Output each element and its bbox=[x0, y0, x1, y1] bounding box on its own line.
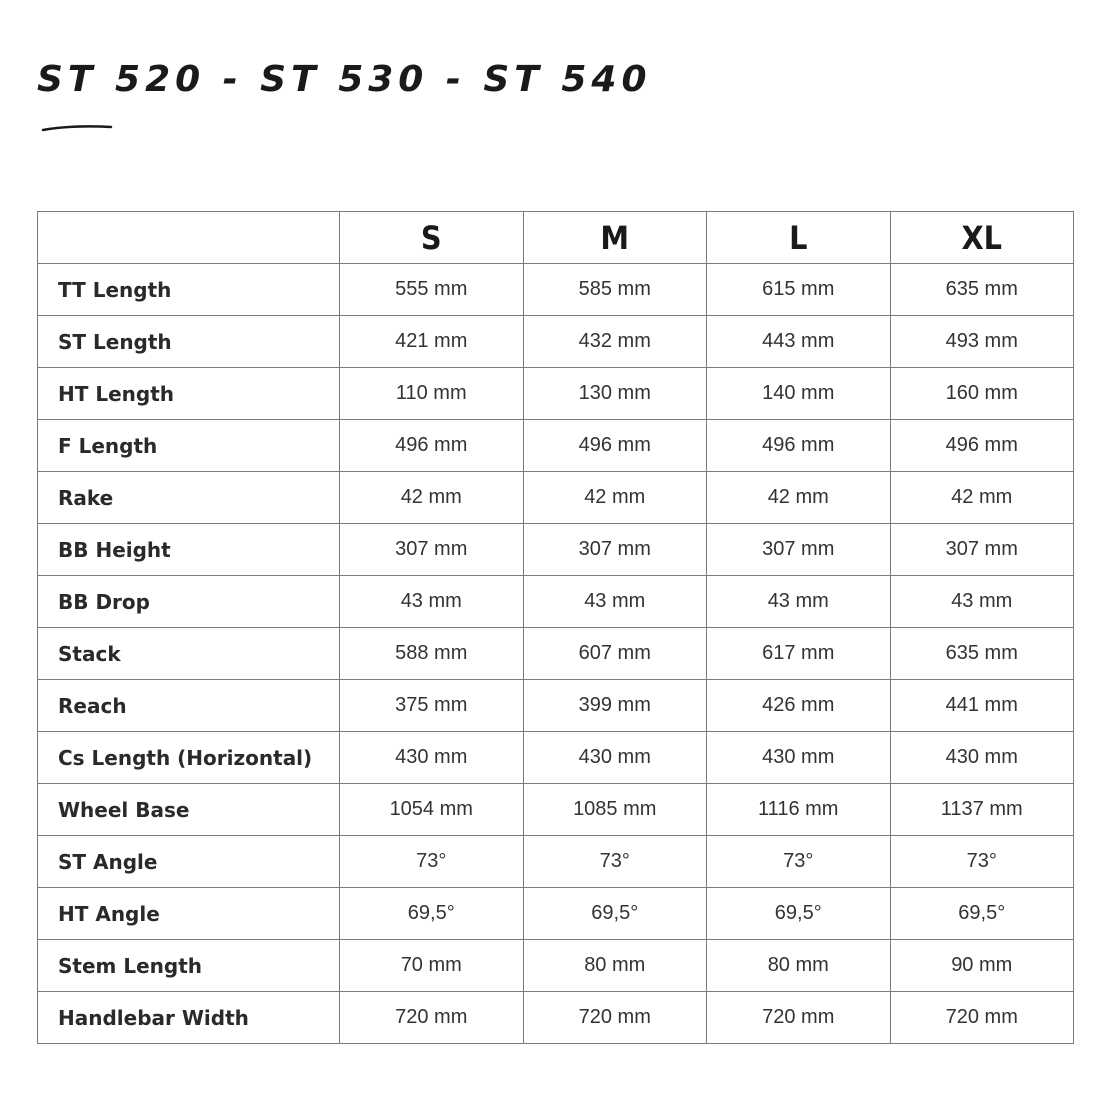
table-cell: 430 mm bbox=[523, 732, 707, 784]
table-cell: 42 mm bbox=[707, 472, 891, 524]
table-row bbox=[38, 732, 1074, 784]
row-label: HT Angle bbox=[38, 888, 340, 940]
table-cell: 90 mm bbox=[890, 940, 1074, 992]
table-cell: 496 mm bbox=[340, 420, 524, 472]
table-row bbox=[38, 524, 1074, 576]
row-label: Stem Length bbox=[38, 940, 340, 992]
table-cell: 496 mm bbox=[890, 420, 1074, 472]
table-row bbox=[38, 576, 1074, 628]
table-cell: 1085 mm bbox=[523, 784, 707, 836]
table-cell: 720 mm bbox=[340, 992, 524, 1044]
table-cell: 42 mm bbox=[890, 472, 1074, 524]
table-cell: 720 mm bbox=[523, 992, 707, 1044]
geometry-table bbox=[37, 211, 1074, 1044]
row-label: Reach bbox=[38, 680, 340, 732]
table-cell: 555 mm bbox=[340, 264, 524, 316]
table-row bbox=[38, 992, 1074, 1044]
table-row bbox=[38, 316, 1074, 368]
table-cell: 140 mm bbox=[707, 368, 891, 420]
table-cell: 635 mm bbox=[890, 628, 1074, 680]
table-cell: 307 mm bbox=[707, 524, 891, 576]
table-row bbox=[38, 264, 1074, 316]
table-cell: 1137 mm bbox=[890, 784, 1074, 836]
table-cell: 73° bbox=[523, 836, 707, 888]
table-row bbox=[38, 420, 1074, 472]
table-cell: 496 mm bbox=[707, 420, 891, 472]
table-cell: 42 mm bbox=[340, 472, 524, 524]
table-cell: 430 mm bbox=[340, 732, 524, 784]
page-title: ST 520 - ST 530 - ST 540 bbox=[37, 59, 652, 100]
table-cell: 493 mm bbox=[890, 316, 1074, 368]
table-cell: 43 mm bbox=[340, 576, 524, 628]
table-cell: 69,5° bbox=[340, 888, 524, 940]
table-cell: 588 mm bbox=[340, 628, 524, 680]
table-cell: 69,5° bbox=[523, 888, 707, 940]
table-cell: 80 mm bbox=[523, 940, 707, 992]
table-cell: 617 mm bbox=[707, 628, 891, 680]
table-cell: 43 mm bbox=[890, 576, 1074, 628]
table-cell: 1054 mm bbox=[340, 784, 524, 836]
header-cell-size-s: S bbox=[340, 212, 524, 264]
table-cell: 441 mm bbox=[890, 680, 1074, 732]
row-label: Stack bbox=[38, 628, 340, 680]
table-cell: 375 mm bbox=[340, 680, 524, 732]
table-cell: 607 mm bbox=[523, 628, 707, 680]
row-label: Rake bbox=[38, 472, 340, 524]
table-cell: 110 mm bbox=[340, 368, 524, 420]
table-cell: 720 mm bbox=[707, 992, 891, 1044]
table-cell: 430 mm bbox=[890, 732, 1074, 784]
header-row bbox=[38, 212, 1074, 264]
table-cell: 70 mm bbox=[340, 940, 524, 992]
row-label: F Length bbox=[38, 420, 340, 472]
row-label: Handlebar Width bbox=[38, 992, 340, 1044]
table-cell: 69,5° bbox=[890, 888, 1074, 940]
table-cell: 720 mm bbox=[890, 992, 1074, 1044]
table-cell: 73° bbox=[707, 836, 891, 888]
table-cell: 1116 mm bbox=[707, 784, 891, 836]
table-cell: 307 mm bbox=[523, 524, 707, 576]
table-cell: 430 mm bbox=[707, 732, 891, 784]
table-row bbox=[38, 368, 1074, 420]
header-cell-empty bbox=[38, 212, 340, 264]
row-label: ST Angle bbox=[38, 836, 340, 888]
row-label: ST Length bbox=[38, 316, 340, 368]
title-underline-stroke bbox=[41, 122, 113, 134]
table-cell: 43 mm bbox=[707, 576, 891, 628]
header-cell-size-l: L bbox=[707, 212, 891, 264]
table-cell: 42 mm bbox=[523, 472, 707, 524]
row-label: Wheel Base bbox=[38, 784, 340, 836]
table-cell: 307 mm bbox=[340, 524, 524, 576]
table-cell: 496 mm bbox=[523, 420, 707, 472]
row-label: BB Drop bbox=[38, 576, 340, 628]
table-body bbox=[38, 264, 1074, 1044]
table-cell: 160 mm bbox=[890, 368, 1074, 420]
table-cell: 615 mm bbox=[707, 264, 891, 316]
table-row bbox=[38, 940, 1074, 992]
table-cell: 43 mm bbox=[523, 576, 707, 628]
table-cell: 421 mm bbox=[340, 316, 524, 368]
row-label: TT Length bbox=[38, 264, 340, 316]
table-row bbox=[38, 680, 1074, 732]
table-row bbox=[38, 836, 1074, 888]
row-label: BB Height bbox=[38, 524, 340, 576]
table-cell: 73° bbox=[890, 836, 1074, 888]
header-cell-size-m: M bbox=[523, 212, 707, 264]
table-cell: 130 mm bbox=[523, 368, 707, 420]
header-cell-size-xl: XL bbox=[890, 212, 1074, 264]
table-cell: 307 mm bbox=[890, 524, 1074, 576]
table-cell: 399 mm bbox=[523, 680, 707, 732]
row-label: HT Length bbox=[38, 368, 340, 420]
table-cell: 69,5° bbox=[707, 888, 891, 940]
table-cell: 426 mm bbox=[707, 680, 891, 732]
table-cell: 443 mm bbox=[707, 316, 891, 368]
row-label: Cs Length (Horizontal) bbox=[38, 732, 340, 784]
table-cell: 432 mm bbox=[523, 316, 707, 368]
table-cell: 73° bbox=[340, 836, 524, 888]
table-cell: 585 mm bbox=[523, 264, 707, 316]
table-row bbox=[38, 628, 1074, 680]
table-row bbox=[38, 888, 1074, 940]
table-cell: 80 mm bbox=[707, 940, 891, 992]
table-cell: 635 mm bbox=[890, 264, 1074, 316]
table-row bbox=[38, 472, 1074, 524]
table-row bbox=[38, 784, 1074, 836]
